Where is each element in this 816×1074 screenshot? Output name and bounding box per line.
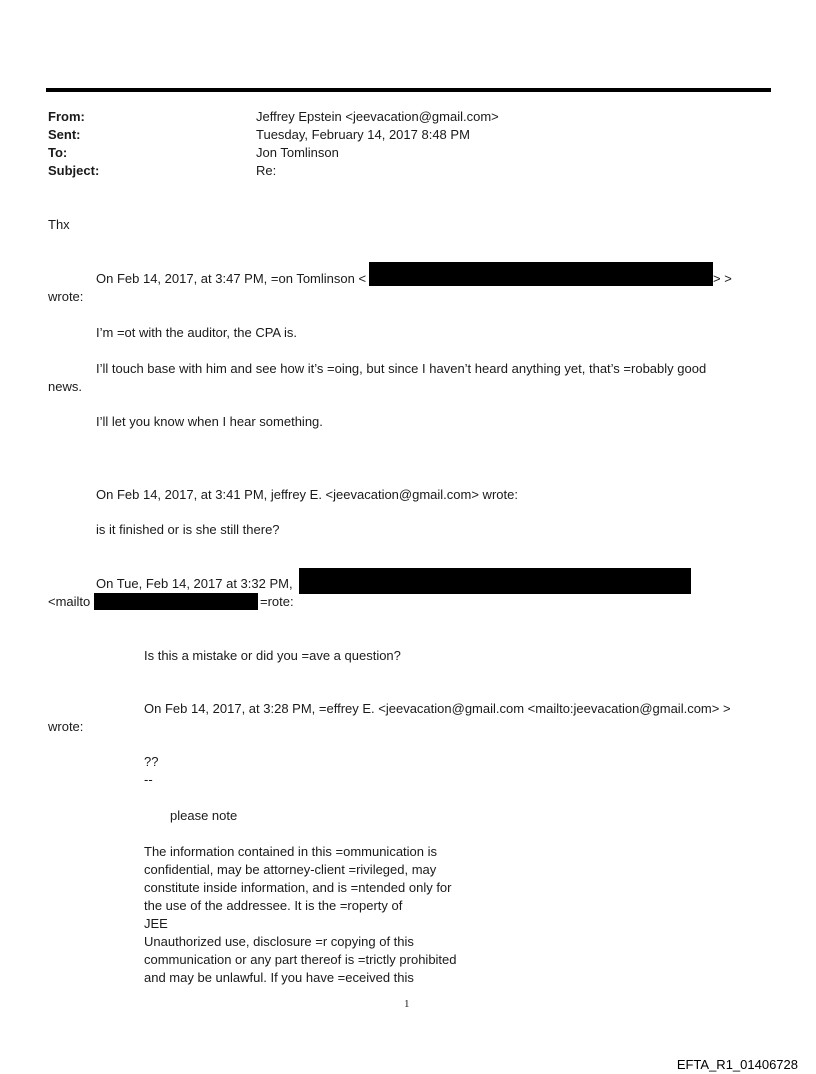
- redaction-block: [299, 568, 691, 594]
- disclaimer-line: Unauthorized use, disclosure =r copying of this: [144, 934, 414, 949]
- page-number: 1: [404, 998, 410, 1010]
- quote1-paragraph: I’ll touch base with him and see how it’s =oing, but since I haven’t heard anything yet, that’s =robably good: [96, 361, 707, 376]
- to-value: Jon Tomlinson: [256, 145, 339, 160]
- quote3-mailto: <mailto: [48, 594, 91, 609]
- from-value: Jeffrey Epstein <jeevacation@gmail.com>: [256, 109, 499, 124]
- redaction-block: [94, 593, 258, 610]
- quote4-intro-wrap: wrote:: [48, 719, 84, 734]
- subject-value: Re:: [256, 163, 277, 178]
- quote4-intro: On Feb 14, 2017, at 3:28 PM, =effrey E. <jeevacation@gmail.com <mailto:jeevacation@gmail.com> >: [144, 701, 731, 716]
- quote1-intro-end: > >: [713, 271, 732, 286]
- disclaimer-line: and may be unlawful. If you have =eceived this: [144, 970, 414, 985]
- disclaimer-line: communication or any part thereof is =trictly prohibited: [144, 952, 457, 967]
- quote2-paragraph: is it finished or is she still there?: [96, 522, 280, 537]
- quote3-rote: =rote:: [260, 594, 294, 609]
- disclaimer-line: confidential, may be attorney-client =rivileged, may: [144, 862, 437, 877]
- redaction-block: [369, 262, 713, 286]
- quote3-paragraph: Is this a mistake or did you =ave a question?: [144, 648, 401, 663]
- reply-text: Thx: [48, 217, 70, 232]
- sent-label: Sent:: [48, 127, 81, 142]
- quote4-paragraph: ??: [144, 754, 159, 769]
- subject-label: Subject:: [48, 163, 100, 178]
- quote1-intro-wrap: wrote:: [48, 289, 84, 304]
- signature-separator: --: [144, 772, 153, 787]
- to-label: To:: [48, 145, 68, 160]
- disclaimer-line: JEE: [144, 916, 168, 931]
- quote1-intro: On Feb 14, 2017, at 3:47 PM, =on Tomlinson <: [96, 271, 367, 286]
- please-note: please note: [170, 808, 238, 823]
- quote1-paragraph-wrap: news.: [48, 379, 82, 394]
- sent-value: Tuesday, February 14, 2017 8:48 PM: [256, 127, 470, 142]
- from-label: From:: [48, 109, 85, 124]
- disclaimer-line: the use of the addressee. It is the =roperty of: [144, 898, 403, 913]
- quote1-paragraph: I’m =ot with the auditor, the CPA is.: [96, 325, 297, 340]
- quote1-paragraph: I’ll let you know when I hear something.: [96, 414, 323, 429]
- quote3-intro: On Tue, Feb 14, 2017 at 3:32 PM,: [96, 576, 293, 591]
- document-id: EFTA_R1_01406728: [676, 1057, 798, 1072]
- quote2-intro: On Feb 14, 2017, at 3:41 PM, jeffrey E. <jeevacation@gmail.com> wrote:: [96, 487, 518, 502]
- header-rule: [46, 88, 771, 92]
- disclaimer-line: The information contained in this =ommunication is: [144, 844, 438, 859]
- disclaimer-line: constitute inside information, and is =ntended only for: [144, 880, 452, 895]
